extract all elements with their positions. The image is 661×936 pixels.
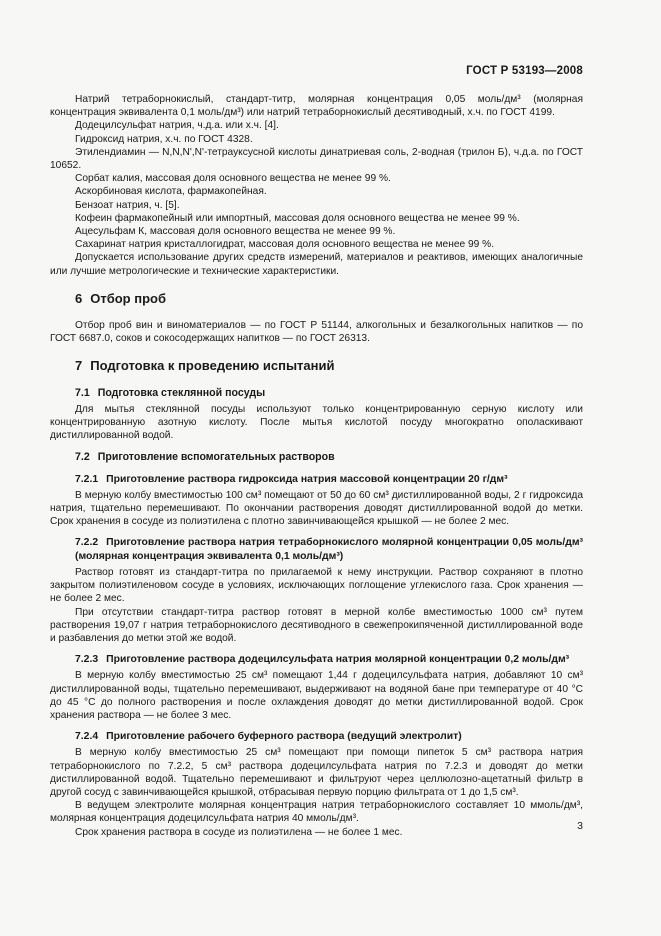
subsection-7-2-4-heading — [75, 730, 583, 743]
reagent-item: Кофеин фармакопейный или импортный, массовая доля основного вещества не менее 99 %. — [75, 212, 520, 224]
subsection-7-1-text: Для мытья стеклянной посуды используют только концентрированную серную кислоту или концентрированную азотную кислоту. После мытья кислотой посуду многократно ополаскивают дистиллированной водой. — [50, 403, 583, 442]
section-7-heading — [75, 359, 583, 372]
subsection-title: Подготовка стеклянной посуды — [97, 386, 266, 399]
subsection-7-2-1-heading — [75, 473, 583, 486]
reagent-item: Сорбат калия, массовая доля основного вещества не менее 99 %. — [75, 173, 391, 185]
subsection-7-2-heading — [75, 451, 583, 464]
section-6-text: Отбор проб вин и виноматериалов — по ГОСТ Р 51144, алкогольных и безалкогольных напитков — по ГОСТ 6687.0, соков и сокосодержащих напитков — по ГОСТ 26313. — [50, 320, 583, 345]
reagent-item: Натрий тетраборнокислый, стандарт-титр, молярная концентрация 0,05 моль/дм³ (молярная концентрация эквивалента 0,1 моль/дм³) или натрий тетраборнокислый десятиводный, х.ч. по ГОСТ 4199. — [50, 94, 583, 119]
subsection-title: Приготовление рабочего буферного раствора (ведущий электролит) — [106, 731, 462, 743]
reagent-item: Аскорбиновая кислота, фармакопейная. — [75, 186, 267, 198]
subsection-7-2-2-heading — [75, 536, 583, 562]
section-number: 7 — [75, 358, 83, 374]
subsection-number: 7.1 — [75, 386, 90, 399]
section-number: 6 — [75, 290, 83, 306]
subsection-title: Приготовление раствора гидроксида натрия массовой концентрации 20 г/дм³ — [106, 473, 508, 485]
subsection-7-1-heading — [75, 387, 583, 400]
subsection-7-2-3-heading — [75, 653, 583, 666]
subsection-number: 7.2.2 — [75, 537, 99, 549]
subsection-number: 7.2.1 — [75, 473, 99, 485]
page-number: 3 — [577, 820, 583, 832]
subsection-title: Приготовление раствора натрия тетраборнокислого молярной концентрации 0,05 моль/дм³ (молярная концентрация эквивалента 0,1 моль/дм³) — [75, 537, 583, 562]
document-header: ГОСТ Р 53193—2008 — [466, 65, 583, 77]
page-content — [50, 93, 583, 839]
subsection-7-2-1-text: В мерную колбу вместимостью 100 см³ помещают от 50 до 60 см³ дистиллированной воды, 2 г гидроксида натрия, тщательно перемешивают. По окончании растворения доводят дистиллированной водой до метки. Срок хранения в сосуде из полиэтилена с плотно завинчивающейся крышкой — не более 2 мес. — [50, 489, 583, 528]
subsection-7-2-4-text: В мерную колбу вместимостью 25 см³ помещают при помощи пипеток 5 см³ раствора натрия тетраборнокислого по 7.2.2, 5 см³ раствора додецилсульфата натрия по 7.2.3 и доводят до метки дистиллированной водой. Тщательно перемешивают и фильтруют через целлюлозно-ацетатный фильтр в другой сосуд с завинчивающейся крышкой, отбрасывая первую порцию фильтрата от 1 до 1,5 см³. — [50, 747, 583, 798]
reagent-item: Бензоат натрия, ч. [5]. — [75, 199, 180, 211]
subsection-number: 7.2.3 — [75, 654, 99, 666]
subsection-number: 7.2.4 — [75, 731, 99, 743]
section-6-heading — [75, 292, 583, 305]
section-title: Подготовка к проведению испытаний — [90, 358, 335, 374]
subsection-title: Приготовление раствора додецилсульфата натрия молярной концентрации 0,2 моль/дм³ — [106, 654, 570, 666]
subsection-number: 7.2 — [75, 451, 90, 464]
reagent-item: Гидроксид натрия, х.ч. по ГОСТ 4328. — [75, 133, 253, 145]
reagent-item: Допускается использование других средств измерений, материалов и реактивов, имеющих аналогичные или лучшие метрологические и технические характеристики. — [50, 252, 583, 277]
reagent-item: Этилендиамин — N,N,N',N'-тетрауксусной кислоты динатриевая соль, 2-водная (трилон Б), ч.д.а. по ГОСТ 10652. — [50, 146, 583, 172]
subsection-7-2-4-text: В ведущем электролите молярная концентрация натрия тетраборнокислого составляет 10 ммоль/дм³, молярная концентрация додецилсульфата натрия 40 ммоль/дм³. — [50, 800, 583, 825]
subsection-7-2-2-text: При отсутствии стандарт-титра раствор готовят в мерной колбе вместимостью 1000 см³ путем растворения 19,07 г натрия тетраборнокислого десятиводного в свежепрокипяченной дистиллированной воде и разбавления до метки этой же водой. — [50, 606, 583, 644]
reagent-item: Додецилсульфат натрия, ч.д.а. или х.ч. [4]. — [75, 120, 279, 132]
subsection-7-2-2-text: Раствор готовят из стандарт-титра по прилагаемой к нему инструкции. Раствор сохраняют в плотно закрытом полиэтиленовом сосуде в условиях, исключающих поглощение углекислого газа. Срок хранения — не более 2 мес. — [50, 566, 583, 605]
reagent-item: Ацесульфам К, массовая доля основного вещества не менее 99 %. — [75, 226, 396, 238]
subsection-7-2-4-text: Срок хранения раствора в сосуде из полиэтилена — не более 1 мес. — [75, 826, 403, 838]
section-title: Отбор проб — [90, 290, 166, 306]
subsection-7-2-3-text: В мерную колбу вместимостью 25 см³ помещают 1,44 г додецилсульфата натрия, добавляют 10 см³ дистиллированной воды, тщательно перемешивают, выдерживают на водяной бане при температуре от 40 °С до 45 °С до полного растворения и после охлаждения доводят до метки дистиллированной водой. Срок хранения раствора — не более 3 мес. — [50, 670, 583, 721]
subsection-title: Приготовление вспомогательных растворов — [97, 451, 335, 464]
reagent-item: Сахаринат натрия кристаллогидрат, массовая доля основного вещества не менее 99 %. — [75, 239, 495, 251]
